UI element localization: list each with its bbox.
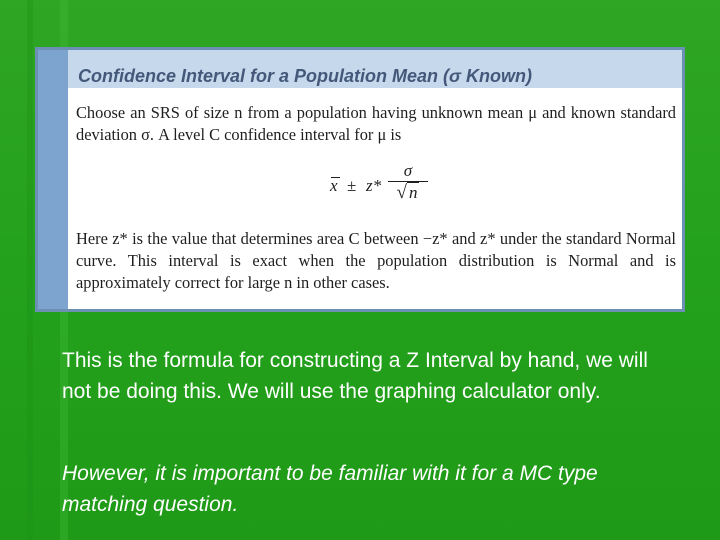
formula-fraction <box>388 162 428 202</box>
box-title: Confidence Interval for a Population Mean (σ Known) <box>78 66 532 86</box>
box-left-bar <box>38 50 68 309</box>
formula-numerator: σ <box>403 161 413 180</box>
formula-denominator: √ n <box>396 182 418 203</box>
note-text-1: This is the formula for constructing a Z Interval by hand, we will not be doing this. We will use the graphing calculator only. <box>62 349 648 403</box>
formula-plus-minus: ± <box>347 176 357 195</box>
box-paragraph-1: Choose an SRS of size n from a population having unknown mean μ and known standard deviation σ. A level C confidence interval for μ is <box>76 103 676 144</box>
box-paragraph-2: Here z* is the value that determines area C between −z* and z* under the standard Normal curve. This interval is exact when the population distribution is Normal and is approximately correct for large n in other cases. <box>76 229 676 292</box>
formula-xbar: x <box>330 176 338 196</box>
formula-box-inner <box>38 50 682 309</box>
note-text-2: However, it is important to be familiar with it for a MC type matching question. <box>62 462 598 516</box>
formula-z-star: z* <box>366 176 382 195</box>
background-stripe <box>27 0 33 540</box>
formula-box <box>35 47 685 312</box>
